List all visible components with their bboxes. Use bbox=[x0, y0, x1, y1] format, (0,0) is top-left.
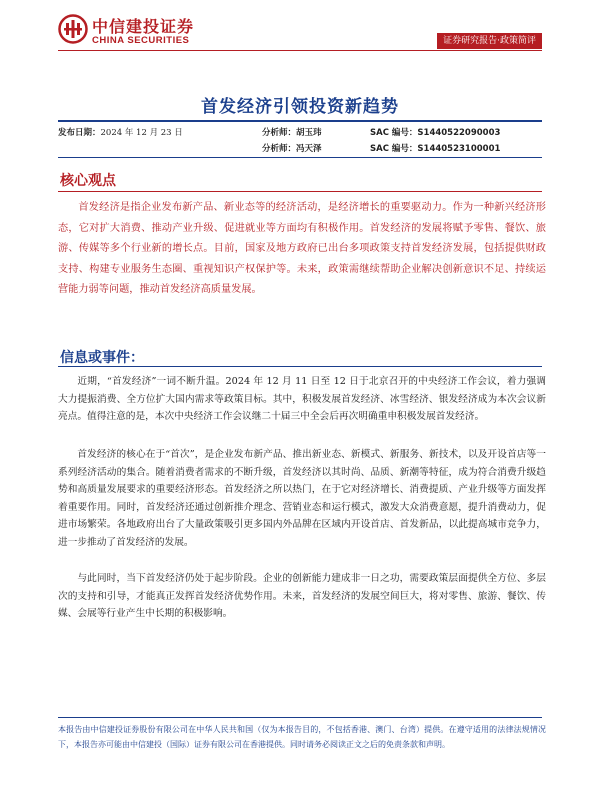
publish-date bbox=[58, 126, 183, 138]
report-header bbox=[0, 0, 600, 60]
sac-label: SAC 编号： bbox=[370, 128, 418, 138]
analyst-1 bbox=[262, 126, 322, 138]
sac-value: S1440522090003 bbox=[417, 128, 501, 138]
logo-chinese-name: 中信建投证券 bbox=[92, 17, 195, 36]
body-paragraph: 与此同时，当下首发经济仍处于起步阶段。企业的创新能力建成非一日之功，需要政策层面提供全方位、多层次的支持和引导，才能真正发挥首发经济优势作用。未来，首发经济的发展空间巨大，将对零售、旅游、餐饮、传媒、会展等行业产生中长期的积极影响。 bbox=[58, 573, 546, 619]
core-view-heading: 核心观点 bbox=[60, 173, 116, 189]
header-divider bbox=[58, 50, 542, 51]
publish-date-label: 发布日期： bbox=[58, 128, 101, 138]
company-logo bbox=[58, 12, 198, 52]
info-event-divider bbox=[58, 366, 542, 367]
footer-disclaimer: 本报告由中信建投证券股份有限公司在中华人民共和国（仅为本报告目的，不包括香港、澳门、台湾）提供。在遵守适用的法律法规情况下，本报告亦可能由中信建投（国际）证券有限公司在香港提供。同时请务必阅读正文之后的免责条款和声明。 bbox=[58, 725, 546, 749]
body-paragraph: 近期，“首发经济”一词不断升温。2024 年 12 月 11 日至 12 日于北京召开的中央经济工作会议，着力强调大力提振消费、全方位扩大国内需求等政策目标。其中，积极发展首发经济、冰雪经济、银发经济成为本次会议新亮点。值得注意的是，本次中央经济工作会议继二十届三中全会后再次明确重申积极发展首发经济。 bbox=[58, 376, 546, 422]
body-paragraph: 首发经济的核心在于“首次”，是企业发布新产品、推出新业态、新模式、新服务、新技术，以及开设首店等一系列经济活动的集合。随着消费者需求的不断升级，首发经济以其时尚、品质、新潮等特征，成为符合消费升级趋势和高质量发展要求的重要经济形态。首发经济之所以热门，在于它对经济增长、消费提质、产业升级等方面发挥着重要作用。同时，首发经济还通过创新推介理念、营销业态和运行模式，激发大众消费意愿，提升消费动力，促进市场繁荣。各地政府出台了大量政策吸引更多国内外品牌在区域内开设首店、首发新品，以此提高城市竞争力，进一步推动了首发经济的发展。 bbox=[58, 449, 546, 548]
title-divider bbox=[58, 120, 542, 122]
sac-number-1 bbox=[370, 126, 500, 138]
report-type-badge: 证券研究报告·政策简评 bbox=[437, 33, 542, 49]
sac-label: SAC 编号： bbox=[370, 144, 418, 154]
info-event-heading: 信息或事件： bbox=[60, 350, 144, 366]
analyst-name: 胡玉玮 bbox=[296, 128, 322, 138]
sac-number-2 bbox=[370, 142, 500, 154]
core-view-text: 首发经济是指企业发布新产品、新业态等的经济活动，是经济增长的重要驱动力。作为一种新兴经济形态，它对扩大消费、推动产业升级、促进就业等方面均有积极作用。首发经济的发展将赋予零售、餐饮、旅游、传媒等多个行业新的增长点。目前，国家及地方政府已出台多项政策支持首发经济发展，包括提供财政支持、构建专业服务生态圈、重视知识产权保护等。未来，政策需继续帮助企业解决创新意识不足、持续运营能力弱等问题，推动首发经济高质量发展。 bbox=[58, 202, 546, 295]
core-view-divider bbox=[58, 191, 542, 192]
footer-divider bbox=[58, 717, 542, 718]
analyst-label: 分析师： bbox=[262, 144, 297, 154]
analyst-name: 冯天泽 bbox=[296, 144, 322, 154]
report-title: 首发经济引领投资新趋势 bbox=[201, 97, 399, 117]
logo-emblem-icon bbox=[58, 14, 88, 44]
publish-date-value: 2024 年 12 月 23 日 bbox=[100, 128, 183, 138]
sac-value: S1440523100001 bbox=[417, 144, 501, 154]
analyst-2 bbox=[262, 142, 322, 154]
logo-english-name: CHINA SECURITIES bbox=[92, 35, 190, 46]
analyst-label: 分析师： bbox=[262, 128, 297, 138]
meta-divider bbox=[58, 157, 542, 158]
